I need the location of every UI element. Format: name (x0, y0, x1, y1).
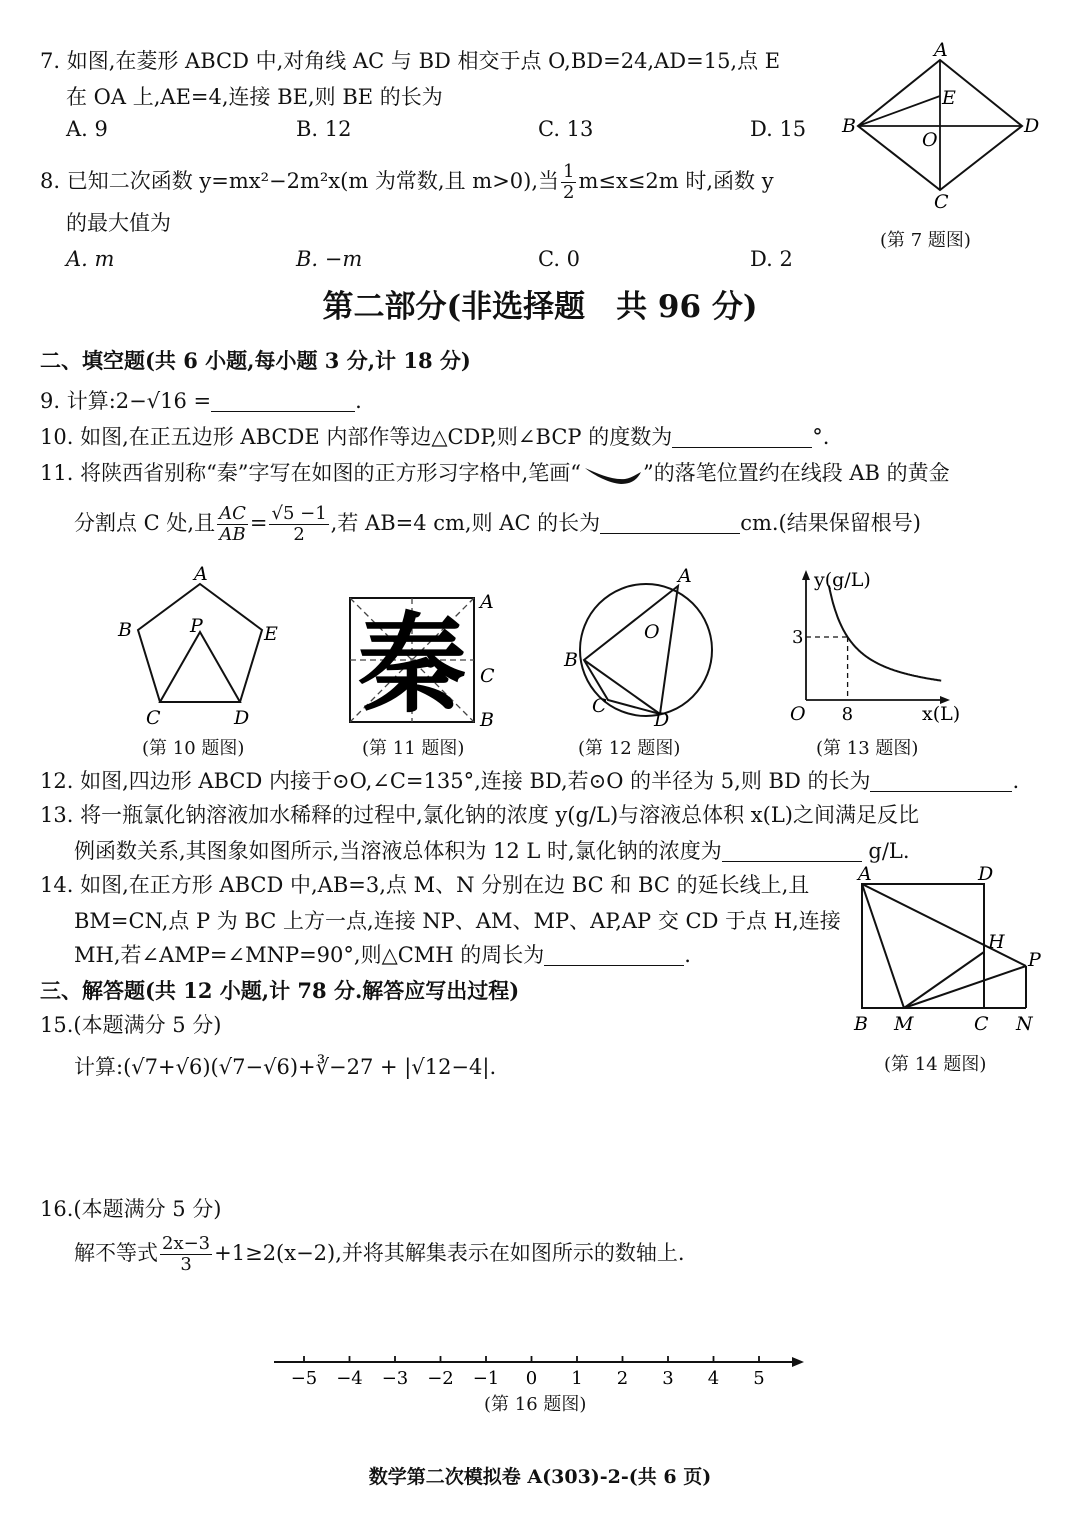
fig10-label-e: E (264, 623, 278, 645)
q11-line1-end: ”的落笔位置约在线段 AB 的黄金 (642, 461, 950, 485)
figure-10-pentagon (110, 563, 290, 729)
q15-body: 计算:(√7+√6)(√7−√6)+∛−27 + |√12−4|. (74, 1055, 497, 1079)
figure-7-caption: (第 7 题图) (880, 230, 971, 251)
q16-frac-den: 3 (180, 1254, 192, 1275)
number-line-tick-label: 0 (525, 1368, 538, 1389)
q11-line1-start: 11. 将陕西省别称“秦”字写在如图的正方形习字格中,笔画“ (40, 461, 581, 485)
fig12-label-a: A (678, 565, 692, 587)
fig11-character: 秦 (357, 602, 467, 728)
q16-body-end: +1≥2(x−2),并将其解集表示在如图所示的数轴上. (214, 1241, 685, 1265)
q12: 12. 如图,四边形 ABCD 内接于⊙O,∠C=135°,连接 BD,若⊙O 的半径为 5,则 BD 的长为 . (40, 769, 1020, 793)
fig7-label-e: E (942, 87, 956, 109)
figure-12-caption: (第 12 题图) (578, 738, 681, 759)
q11-line2-end: cm.(结果保留根号) (740, 511, 921, 535)
q7-line1: 7. 如图,在菱形 ABCD 中,对角线 AC 与 BD 相交于点 O,BD=24,AD=15,点 E (40, 49, 781, 73)
figure-11-character-grid (340, 584, 510, 734)
section3-header: 三、解答题(共 12 小题,计 78 分.解答应写出过程) (40, 978, 520, 1003)
q7-option-b: B. 12 (296, 117, 352, 141)
number-line-tick-label: 5 (753, 1368, 765, 1389)
q14-line3-text: MH,若∠AMP=∠MNP=90°,则△CMH 的周长为 (74, 943, 545, 967)
q14-line1: 14. 如图,在正方形 ABCD 中,AB=3,点 M、N 分别在边 BC 和 BC 的延长线上,且 (40, 873, 810, 897)
q10-answer-blank[interactable] (672, 427, 812, 448)
q11-frac1-num: AC (219, 503, 246, 524)
figure-10-caption: (第 10 题图) (142, 738, 245, 759)
q8-frac-den: 2 (563, 182, 575, 203)
q14-answer-blank[interactable] (544, 945, 684, 966)
q7-option-d: D. 15 (750, 117, 807, 141)
figure-12-circle (556, 566, 736, 732)
q11-line2-start: 分割点 C 处,且 (74, 511, 216, 535)
number-line-tick-label: 4 (707, 1368, 720, 1389)
q7-option-a: A. 9 (66, 117, 108, 141)
q9: 9. 计算:2−√16 = . (40, 389, 362, 413)
q8-fraction (561, 162, 576, 203)
fig11-label-b: B (480, 709, 494, 731)
fig7-label-o: O (922, 129, 938, 151)
q13-answer-blank[interactable] (722, 841, 862, 862)
fig13-y-tick: 3 (792, 627, 804, 648)
stroke-icon (581, 464, 643, 486)
fig11-label-c: C (480, 665, 495, 687)
q10-text: 10. 如图,在正五边形 ABCDE 内部作等边△CDP,则∠BCP 的度数为 (40, 425, 673, 449)
q14-line3: MH,若∠AMP=∠MNP=90°,则△CMH 的周长为 . (74, 943, 691, 967)
fig13-origin-label: O (790, 703, 806, 725)
fig12-label-b: B (564, 649, 578, 671)
fig14-label-p: P (1028, 949, 1041, 971)
figure-14-square (848, 863, 1048, 1046)
q16-frac-num: 2x−3 (162, 1233, 211, 1254)
figure-7-rhombus (830, 40, 1050, 220)
q11-answer-blank[interactable] (600, 513, 740, 534)
q8-option-a: A. m (66, 247, 115, 271)
q12-text: 12. 如图,四边形 ABCD 内接于⊙O,∠C=135°,连接 BD,若⊙O 的半径为 5,则 BD 的长为 (40, 769, 871, 793)
q15-title: 15.(本题满分 5 分) (40, 1013, 222, 1037)
figure-13-caption: (第 13 题图) (816, 738, 919, 759)
q8-line2: 的最大值为 (66, 211, 171, 235)
page-footer: 数学第二次模拟卷 A(303)-2-(共 6 页) (368, 1466, 712, 1488)
number-line-tick-label: 3 (662, 1368, 674, 1389)
q16-body (74, 1230, 685, 1276)
fig13-x-tick: 8 (841, 704, 854, 725)
q11-frac1-den: AB (219, 524, 246, 545)
figure-16-number-line (270, 1350, 810, 1390)
q8-option-c: C. 0 (538, 247, 581, 271)
q11-fraction-golden (269, 504, 328, 545)
q7-line2: 在 OA 上,AE=4,连接 BE,则 BE 的长为 (66, 85, 443, 109)
fig10-label-c: C (146, 707, 161, 729)
q8-option-d: D. 2 (750, 247, 793, 271)
fig7-label-c: C (934, 191, 949, 213)
q13-line2 (74, 838, 910, 864)
fig14-label-d: D (978, 863, 994, 885)
fig14-label-h: H (988, 931, 1005, 953)
figure-14-caption: (第 14 题图) (884, 1054, 987, 1075)
q11-fraction-ac-ab (217, 504, 248, 545)
number-line-tick-label: −5 (290, 1368, 318, 1389)
q8-line1-end: m≤x≤2m 时,函数 y (578, 169, 774, 193)
q13-line1: 13. 将一瓶氯化钠溶液加水稀释的过程中,氯化钠的浓度 y(g/L)与溶液总体积 x(L)之间满足反比 (40, 803, 919, 827)
number-line-tick-label: −1 (472, 1368, 500, 1389)
q16-fraction (160, 1234, 212, 1275)
q14-line2: BM=CN,点 P 为 BC 上方一点,连接 NP、AM、MP、AP,AP 交 CD 于点 H,连接 (74, 909, 841, 933)
fig7-label-d: D (1024, 115, 1040, 137)
number-line-tick-label: 1 (571, 1368, 583, 1389)
fig12-label-d: D (654, 709, 670, 731)
fig11-label-a: A (480, 591, 494, 613)
section2-header: 二、填空题(共 6 小题,每小题 3 分,计 18 分) (40, 348, 471, 373)
q11-line2-mid: ,若 AB=4 cm,则 AC 的长为 (330, 511, 601, 535)
fig14-label-m: M (894, 1013, 914, 1035)
number-line-tick-label: −4 (336, 1368, 363, 1389)
fig14-label-c: C (974, 1013, 989, 1035)
fig10-label-b: B (118, 619, 132, 641)
q11-line1 (40, 460, 950, 486)
q11-line2 (74, 500, 921, 546)
fig12-label-o: O (644, 621, 660, 643)
fig7-label-b: B (842, 115, 856, 137)
figure-13-graph (780, 566, 980, 726)
q7-option-c: C. 13 (538, 117, 594, 141)
fig13-curve (829, 586, 941, 681)
q8-line1-start: 8. 已知二次函数 y=mx²−2m²x(m 为常数,且 m>0),当 (40, 169, 560, 193)
q11-equals: = (249, 511, 268, 535)
q9-answer-blank[interactable] (211, 391, 355, 412)
number-line-tick-label: 2 (616, 1368, 629, 1389)
fig10-label-p: P (190, 615, 203, 637)
fig7-label-a: A (934, 39, 948, 61)
fig10-label-d: D (234, 707, 250, 729)
figure-16-caption: (第 16 题图) (484, 1394, 587, 1415)
q8-frac-num: 1 (563, 161, 575, 182)
q10-unit: °. (812, 425, 830, 449)
fig14-label-b: B (854, 1013, 868, 1035)
number-line-tick-label: −2 (427, 1368, 454, 1389)
fig13-y-label: y(g/L) (814, 569, 871, 591)
q16-title: 16.(本题满分 5 分) (40, 1197, 222, 1221)
fig12-label-c: C (592, 695, 607, 717)
part2-title: 第二部分(非选择题 共 96 分) (322, 289, 758, 325)
q11-frac2-num: √5 −1 (271, 503, 327, 524)
q9-text: 9. 计算:2−√16 = (40, 389, 212, 413)
q12-answer-blank[interactable] (870, 771, 1012, 792)
fig10-label-a: A (194, 563, 208, 585)
fig13-x-label: x(L) (922, 703, 961, 725)
fig14-label-a: A (858, 863, 872, 885)
q13-unit: g/L. (868, 839, 910, 863)
figure-11-caption: (第 11 题图) (362, 738, 465, 759)
number-line-tick-label: −3 (381, 1368, 409, 1389)
q8-option-b: B. −m (296, 247, 363, 271)
q16-body-start: 解不等式 (74, 1241, 158, 1265)
q8-line1 (40, 162, 774, 203)
fig14-label-n: N (1016, 1013, 1033, 1035)
q13-line2-text: 例函数关系,其图象如图所示,当溶液总体积为 12 L 时,氯化钠的浓度为 (74, 839, 722, 863)
q10 (40, 424, 829, 450)
q11-frac2-den: 2 (293, 524, 305, 545)
